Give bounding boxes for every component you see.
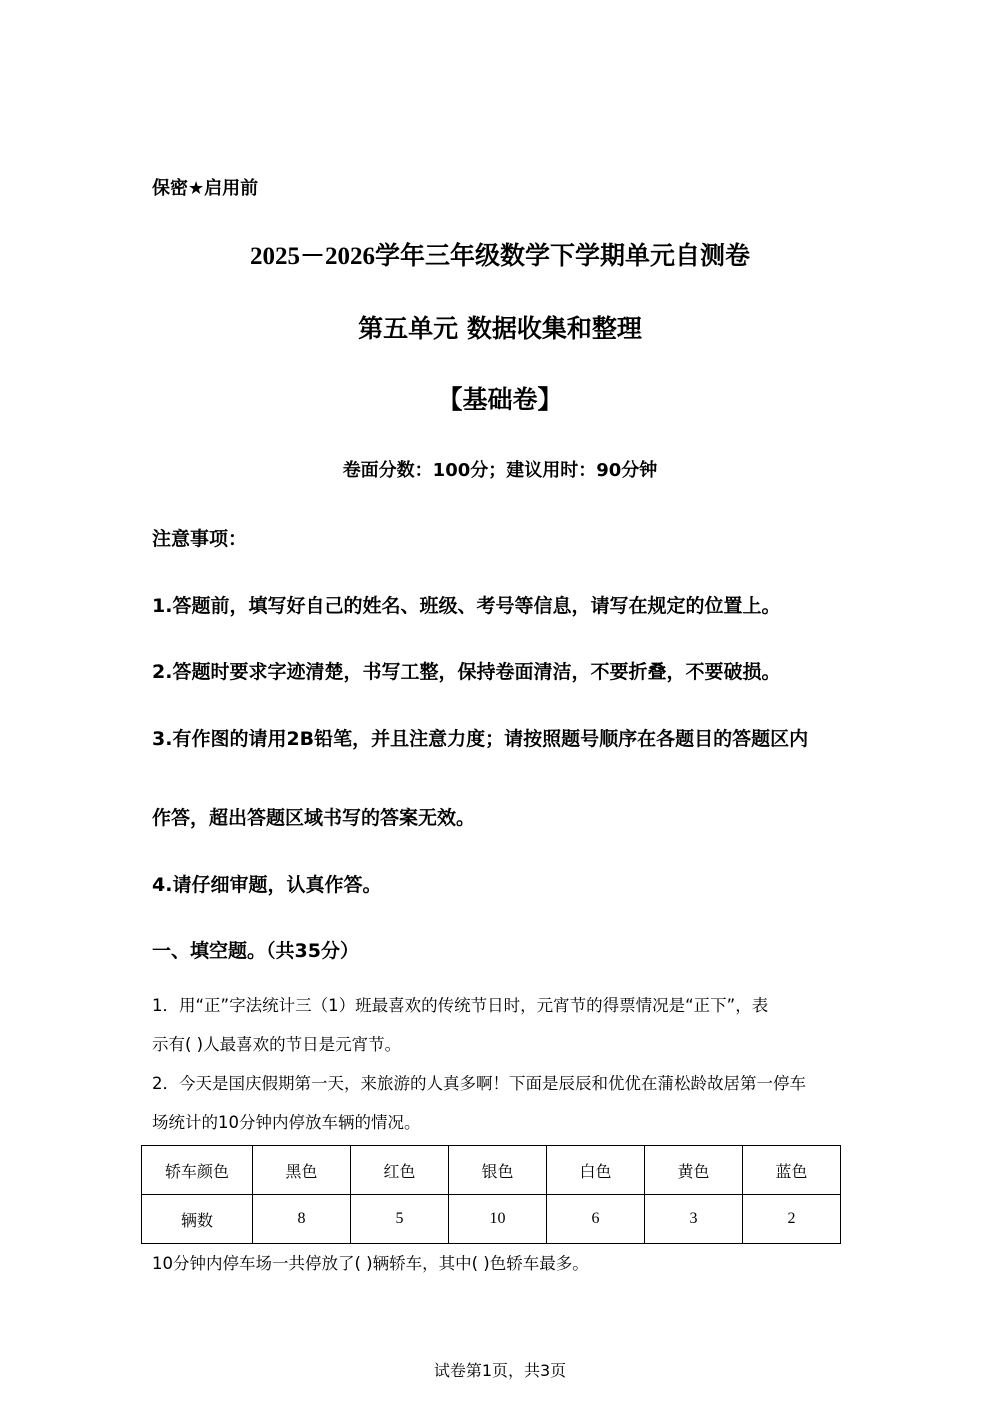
table-cell: 6 [547, 1195, 645, 1244]
table-cell: 黄色 [645, 1146, 743, 1195]
score-time-line: 卷面分数：100分；建议用时：90分钟 [342, 460, 658, 481]
table-cell: 3 [645, 1195, 743, 1244]
table-cell: 10 [449, 1195, 547, 1244]
table-cell: 8 [253, 1195, 351, 1244]
table-cell: 黑色 [253, 1146, 351, 1195]
table-cell: 红色 [351, 1146, 449, 1195]
table-cell: 蓝色 [743, 1146, 841, 1195]
unit-title: 第五单元 数据收集和整理 [358, 314, 642, 343]
notice-item-4: 4.请仔细审题，认真作答。 [152, 874, 382, 896]
paper-type-label: 【基础卷】 [437, 385, 563, 414]
notice-item-2: 2.答题时要求字迹清楚，书写工整，保持卷面清洁，不要折叠，不要破损。 [152, 661, 781, 683]
table-header-row [142, 1146, 841, 1195]
question-2-line2: 场统计的10分钟内停放车辆的情况。 [152, 1113, 421, 1132]
section-heading-fill-blank: 一、填空题。（共35分） [152, 940, 359, 962]
notice-heading: 注意事项： [152, 528, 248, 550]
table-cell: 银色 [449, 1146, 547, 1195]
question-1-line1: 1．用“正”字法统计三（1）班最喜欢的传统节日时，元宵节的得票情况是“正下”，表 [152, 996, 769, 1015]
table-cell: 2 [743, 1195, 841, 1244]
notice-item-1: 1.答题前，填写好自己的姓名、班级、考号等信息，请写在规定的位置上。 [152, 595, 781, 617]
table-row [142, 1195, 841, 1244]
confidential-label: 保密★启用前 [152, 178, 259, 199]
notice-item-3-line1: 3.有作图的请用2B铅笔，并且注意力度；请按照题号顺序在各题目的答题区内 [152, 728, 809, 750]
exam-title: 2025－2026学年三年级数学下学期单元自测卷 [249, 243, 750, 270]
table-cell: 5 [351, 1195, 449, 1244]
page-footer: 试卷第1页，共3页 [433, 1361, 567, 1380]
question-2-blank-line: 10分钟内停车场一共停放了( )辆轿车，其中( )色轿车最多。 [152, 1254, 589, 1273]
question-2-line1: 2．今天是国庆假期第一天，来旅游的人真多啊！下面是辰辰和优优在蒲松龄故居第一停车 [152, 1074, 806, 1093]
table-cell: 辆数 [142, 1195, 253, 1244]
question-1-line2: 示有( )人最喜欢的节日是元宵节。 [152, 1035, 402, 1054]
table-cell: 白色 [547, 1146, 645, 1195]
notice-item-3-line2: 作答，超出答题区域书写的答案无效。 [152, 807, 476, 829]
table-cell: 轿车颜色 [142, 1146, 253, 1195]
car-count-table [141, 1145, 841, 1244]
